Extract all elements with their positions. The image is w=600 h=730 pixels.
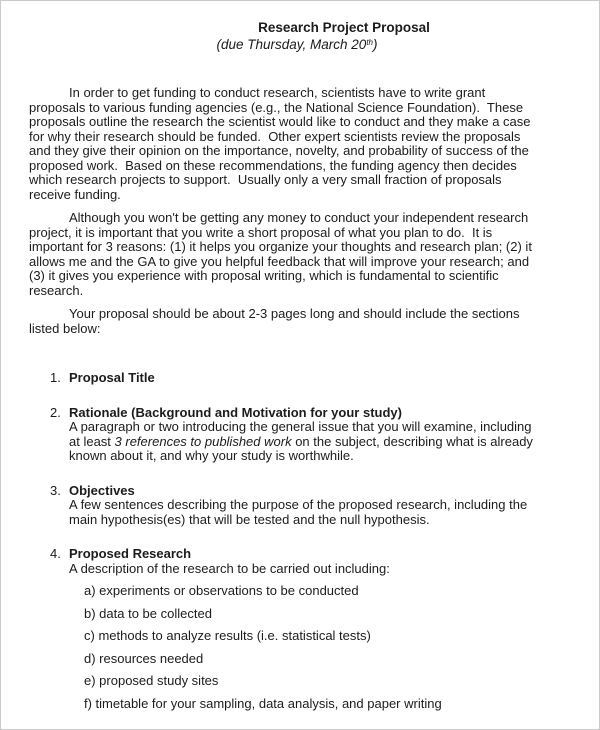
text-line: b) data to be collected (84, 605, 212, 621)
item-heading: Objectives (69, 482, 135, 498)
text-line: proposals to various funding agencies (e.g., the National Science Foundation). These (29, 99, 524, 115)
text-line: receive funding. (29, 186, 121, 202)
list-item-proposal-title (29, 371, 581, 386)
list-item-proposed-research (29, 547, 581, 711)
text-line: main hypothesis(es) that will be tested and the null hypothesis. (69, 511, 430, 527)
item-heading: Rationale (Background and Motivation for your study) (69, 404, 402, 420)
text-line: Although you won't be getting any money to conduct your independent research (69, 210, 529, 225)
text-line: research. (29, 282, 84, 298)
text-line: Your proposal should be about 2-3 pages long and should include the sections (69, 306, 520, 321)
due-date-text: (due Thursday, March 20 (216, 37, 367, 52)
text-line: f) timetable for your sampling, data analysis, and paper writing (84, 695, 442, 711)
list-item-objectives (29, 484, 581, 528)
due-date-close-paren: ) (373, 37, 378, 52)
intro-paragraph-3 (29, 307, 581, 336)
text-line: A paragraph or two introducing the general issue that you will examine, including (69, 419, 532, 434)
text-line: A description of the research to be carried out including: (69, 560, 390, 576)
body-text: on the subject, describing what is already (291, 433, 533, 449)
item-number: 3. (50, 482, 61, 498)
text-line: e) proposed study sites (84, 673, 219, 688)
text-line: important for 3 reasons: (1) it helps you organize your thoughts and research plan; (2) it (29, 239, 532, 254)
text-line: a) experiments or observations to be conducted (84, 583, 359, 598)
text-line: d) resources needed (84, 650, 204, 666)
text-line: which research projects to support. Usually only a very small fraction of proposals (29, 172, 502, 187)
text-line: c) methods to analyze results (i.e. statistical tests) (84, 628, 371, 643)
item-heading: Proposed Research (69, 546, 192, 561)
item-body (69, 498, 581, 527)
text-line: and they give their opinion on the importance, novelty, and probability of success of the (29, 143, 529, 158)
sections-list (29, 371, 581, 711)
text-line: proposals outline the research the scientist would like to conduct and they make a case (29, 114, 531, 129)
text-line: project, it is important that you write a short proposal of what you plan to do. It is (29, 224, 493, 240)
item-number: 1. (50, 370, 61, 385)
intro-paragraph-2 (29, 211, 581, 298)
text-line: A few sentences describing the purpose of the proposed research, including the (69, 497, 528, 512)
doc-header (29, 20, 581, 52)
text-line: proposed work. Based on these recommendations, the funding agency then decides (29, 157, 517, 173)
text-line (69, 435, 581, 450)
intro-paragraph-1 (29, 86, 581, 202)
doc-due-date (21, 35, 573, 52)
item-number: 4. (50, 546, 61, 561)
text-line: (3) it gives you experience with proposal writing, which is fundamental to scientific (29, 268, 499, 283)
item-body (69, 420, 581, 464)
italic-emphasis-text: 3 references to published work (114, 433, 292, 449)
doc-title: Research Project Proposal (258, 20, 430, 35)
item-heading: Proposal Title (69, 370, 155, 385)
text-line: known about it, and why your study is worthwhile. (69, 448, 354, 463)
text-line: listed below: (29, 320, 101, 336)
due-date-ordinal-suffix: th (366, 38, 373, 47)
text-line: In order to get funding to conduct research, scientists have to write grant (69, 85, 486, 100)
item-number: 2. (50, 404, 61, 420)
sub-items-list (84, 584, 581, 711)
item-body (69, 562, 581, 577)
list-item-rationale (29, 406, 581, 464)
text-line: for why their research should be funded. Other expert scientists review the proposals (29, 128, 521, 144)
body-text: at least (69, 433, 115, 449)
text-line: allows me and the GA to give you helpful feedback that will improve your research; and (29, 253, 530, 269)
